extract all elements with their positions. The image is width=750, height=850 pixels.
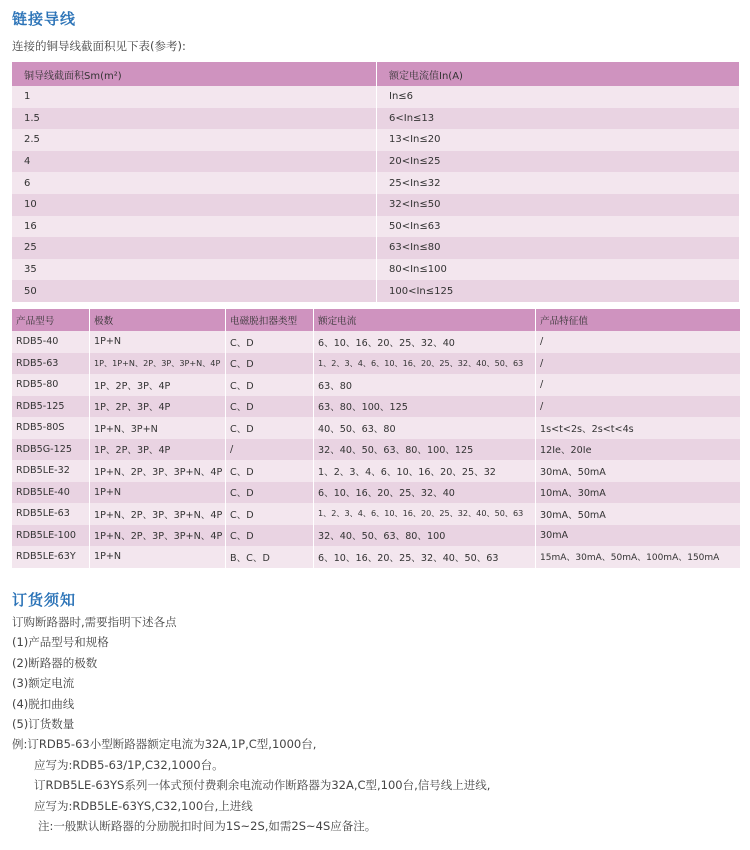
model-cell: RDB5G-125 bbox=[12, 439, 90, 461]
poles-cell: 1P+N bbox=[90, 331, 226, 353]
table-row bbox=[12, 280, 739, 302]
trip-type-cell: C、D bbox=[226, 525, 314, 547]
table-cell: 80<In≤100 bbox=[389, 264, 447, 276]
feature-cell: 10mA、30mA bbox=[540, 488, 606, 500]
table-cell: 63<In≤80 bbox=[389, 242, 441, 254]
table-cell: 16 bbox=[12, 216, 377, 238]
table-row bbox=[12, 546, 740, 568]
table-cell: 35 bbox=[12, 259, 377, 281]
model-cell: RDB5LE-40 bbox=[12, 482, 90, 504]
trip-type-cell: C、D bbox=[226, 353, 314, 375]
table-row bbox=[12, 129, 739, 151]
model-cell: RDB5-80 bbox=[12, 374, 90, 396]
trip-type-cell: C、D bbox=[226, 503, 314, 525]
table-cell: 10 bbox=[12, 194, 377, 216]
model-cell: RDB5LE-100 bbox=[12, 525, 90, 547]
order-line: (2)断路器的极数 bbox=[12, 655, 98, 670]
rated-current-cell: 6、10、16、20、25、32、40 bbox=[314, 331, 536, 353]
model-cell: RDB5LE-63 bbox=[12, 503, 90, 525]
trip-type-cell: C、D bbox=[226, 331, 314, 353]
poles-cell: 1P+N、2P、3P、3P+N、4P bbox=[90, 525, 226, 547]
model-cell: RDB5-63 bbox=[12, 353, 90, 375]
header-cell: 电磁脱扣器类型 bbox=[226, 309, 314, 331]
wiring-intro: 连接的铜导线截面积见下表(参考): bbox=[12, 39, 186, 53]
model-cell: RDB5LE-63Y bbox=[12, 546, 90, 568]
rated-current-cell: 32、40、50、63、80、100、125 bbox=[314, 439, 536, 461]
trip-type-cell: C、D bbox=[226, 396, 314, 418]
feature-cell: 30mA bbox=[540, 529, 569, 541]
order-line: 例:订RDB5-63小型断路器额定电流为32A,1P,C型,1000台, bbox=[12, 737, 317, 752]
wiring-title: 链接导线 bbox=[12, 10, 77, 28]
poles-cell: 1P+N、2P、3P、3P+N、4P bbox=[90, 460, 226, 482]
model-cell: RDB5-80S bbox=[12, 417, 90, 439]
model-cell: RDB5-40 bbox=[12, 331, 90, 353]
table-row bbox=[12, 503, 740, 525]
header-cell: 铜导线截面积Sm(m²) bbox=[12, 62, 377, 86]
rated-current-cell: 1、2、3、4、6、10、16、20、25、32 bbox=[314, 460, 536, 482]
rated-current-cell: 40、50、63、80 bbox=[314, 417, 536, 439]
order-line: (3)额定电流 bbox=[12, 676, 75, 691]
feature-cell: / bbox=[540, 336, 544, 348]
table-cell: 1.5 bbox=[12, 108, 377, 130]
table-row bbox=[12, 374, 740, 396]
table-row bbox=[12, 194, 739, 216]
table-row bbox=[12, 482, 740, 504]
poles-cell: 1P、2P、3P、4P bbox=[90, 439, 226, 461]
table-row bbox=[12, 108, 739, 130]
trip-type-cell: C、D bbox=[226, 482, 314, 504]
table-cell: 13<In≤20 bbox=[389, 134, 441, 146]
table-cell: 50<In≤63 bbox=[389, 220, 441, 232]
trip-type-cell: / bbox=[226, 439, 314, 461]
order-notes bbox=[12, 612, 490, 836]
product-table bbox=[12, 309, 740, 568]
poles-cell: 1P+N bbox=[90, 482, 226, 504]
header-cell: 额定电流值In(A) bbox=[389, 70, 463, 82]
product-table-header bbox=[12, 309, 740, 331]
feature-cell: / bbox=[540, 379, 544, 391]
trip-type-cell: C、D bbox=[226, 460, 314, 482]
wire-size-table bbox=[12, 62, 739, 302]
rated-current-cell: 1、2、3、4、6、10、16、20、25、32、40、50、63 bbox=[314, 503, 536, 525]
trip-type-cell: C、D bbox=[226, 374, 314, 396]
poles-cell: 1P+N、3P+N bbox=[90, 417, 226, 439]
order-title: 订货须知 bbox=[12, 591, 77, 609]
feature-cell: / bbox=[540, 400, 544, 412]
header-cell: 产品型号 bbox=[12, 309, 90, 331]
table-row bbox=[12, 151, 739, 173]
header-cell: 额定电流 bbox=[314, 309, 536, 331]
table-cell: 2.5 bbox=[12, 129, 377, 151]
table-cell: 1 bbox=[12, 86, 377, 108]
rated-current-cell: 63、80、100、125 bbox=[314, 396, 536, 418]
trip-type-cell: C、D bbox=[226, 417, 314, 439]
table-cell: 4 bbox=[12, 151, 377, 173]
table-cell: 25 bbox=[12, 237, 377, 259]
table-row bbox=[12, 417, 740, 439]
order-line: (5)订货数量 bbox=[12, 716, 75, 731]
table-cell: 6<In≤13 bbox=[389, 112, 435, 124]
trip-type-cell: B、C、D bbox=[226, 546, 314, 568]
feature-cell: 12Ie、20Ie bbox=[540, 445, 592, 457]
model-cell: RDB5LE-32 bbox=[12, 460, 90, 482]
order-line: 应写为:RDB5LE-63YS,C32,100台,上进线 bbox=[34, 798, 253, 813]
table-row bbox=[12, 396, 740, 418]
poles-cell: 1P、1P+N、2P、3P、3P+N、4P bbox=[90, 353, 226, 375]
feature-cell: 15mA、30mA、50mA、100mA、150mA bbox=[540, 553, 720, 564]
rated-current-cell: 32、40、50、63、80、100 bbox=[314, 525, 536, 547]
rated-current-cell: 63、80 bbox=[314, 374, 536, 396]
feature-cell: 30mA、50mA bbox=[540, 466, 606, 478]
wire-table-header bbox=[12, 62, 739, 86]
table-cell: 100<In≤125 bbox=[389, 285, 454, 297]
table-cell: In≤6 bbox=[389, 91, 414, 103]
model-cell: RDB5-125 bbox=[12, 396, 90, 418]
order-line: (4)脱扣曲线 bbox=[12, 696, 75, 711]
table-cell: 6 bbox=[12, 172, 377, 194]
table-row bbox=[12, 525, 740, 547]
table-cell: 25<In≤32 bbox=[389, 177, 441, 189]
table-row bbox=[12, 172, 739, 194]
header-cell: 产品特征值 bbox=[540, 316, 588, 327]
table-row bbox=[12, 353, 740, 375]
order-line: 注:一般默认断路器的分励脱扣时间为1S~2S,如需2S~4S应备注。 bbox=[38, 818, 377, 833]
rated-current-cell: 6、10、16、20、25、32、40 bbox=[314, 482, 536, 504]
table-row bbox=[12, 331, 740, 353]
poles-cell: 1P+N、2P、3P、3P+N、4P bbox=[90, 503, 226, 525]
table-cell: 20<In≤25 bbox=[389, 156, 441, 168]
table-row bbox=[12, 259, 739, 281]
order-line: (1)产品型号和规格 bbox=[12, 635, 109, 650]
order-line: 订购断路器时,需要指明下述各点 bbox=[12, 615, 177, 629]
poles-cell: 1P、2P、3P、4P bbox=[90, 374, 226, 396]
table-cell: 50 bbox=[12, 280, 377, 302]
table-row bbox=[12, 216, 739, 238]
table-row bbox=[12, 237, 739, 259]
table-row bbox=[12, 460, 740, 482]
feature-cell: 30mA、50mA bbox=[540, 509, 606, 521]
table-row bbox=[12, 439, 740, 461]
poles-cell: 1P+N bbox=[90, 546, 226, 568]
feature-cell: 1s<t<2s、2s<t<4s bbox=[540, 423, 634, 435]
feature-cell: / bbox=[540, 357, 544, 369]
rated-current-cell: 6、10、16、20、25、32、40、50、63 bbox=[314, 546, 536, 568]
table-row bbox=[12, 86, 739, 108]
table-cell: 32<In≤50 bbox=[389, 199, 441, 211]
order-line: 订RDB5LE-63YS系列一体式预付费剩余电流动作断路器为32A,C型,100台,信号线上进线, bbox=[34, 778, 491, 793]
header-cell: 极数 bbox=[90, 309, 226, 331]
poles-cell: 1P、2P、3P、4P bbox=[90, 396, 226, 418]
order-line: 应写为:RDB5-63/1P,C32,1000台。 bbox=[34, 757, 224, 772]
rated-current-cell: 1、2、3、4、6、10、16、20、25、32、40、50、63 bbox=[314, 353, 536, 375]
